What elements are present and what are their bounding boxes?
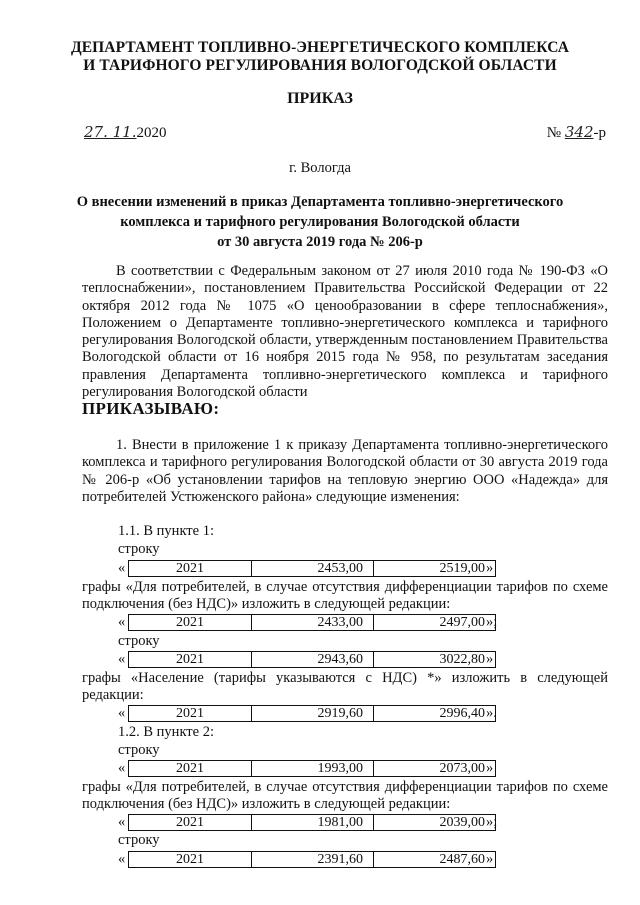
- graph-a-text: графы «Для потребителей, в случае отсутствия дифференциации тарифов по схеме подключения (без НДС)» изложить в следующей редакции:: [82, 779, 608, 813]
- tariff-table: [128, 814, 496, 831]
- order-word: ПРИКАЗЫВАЮ:: [82, 399, 220, 418]
- quote-close: »;: [486, 614, 498, 630]
- tariff-table: [128, 560, 496, 577]
- table-cell-value-2: 3022,80: [374, 652, 496, 668]
- table-cell-year: 2021: [129, 652, 252, 668]
- department-name-line-1: ДЕПАРТАМЕНТ ТОПЛИВНО-ЭНЕРГЕТИЧЕСКОГО КОМПЛЕКСА: [70, 39, 570, 56]
- tariff-table: [128, 851, 496, 868]
- date-year: 2020: [136, 125, 167, 141]
- row-label: строку: [118, 832, 160, 848]
- quote-open: «: [118, 560, 126, 576]
- graph-a-text-1: [82, 579, 608, 614]
- number-sign: №: [546, 125, 562, 141]
- table-cell-year: 2021: [129, 761, 252, 777]
- table-cell-year: 2021: [129, 615, 252, 631]
- table-row: [118, 851, 498, 868]
- row-label: строку: [118, 633, 160, 649]
- table-cell-value-1: 2433,00: [252, 615, 374, 631]
- subitem-1-2: 1.2. В пункте 2:: [118, 724, 214, 740]
- quote-open: «: [118, 814, 126, 830]
- table-cell-year: 2021: [129, 852, 252, 868]
- table-row: [118, 560, 498, 577]
- graph-a-text: графы «Для потребителей, в случае отсутствия дифференциации тарифов по схеме подключения (без НДС)» изложить в следующей редакции:: [82, 579, 608, 613]
- quote-open: «: [118, 651, 126, 667]
- table-cell-year: 2021: [129, 561, 252, 577]
- order-title: [70, 192, 570, 252]
- table-cell-value-2: 2519,00: [374, 561, 496, 577]
- quote-close: »: [486, 651, 494, 667]
- number-suffix: -р: [593, 125, 606, 141]
- quote-open: «: [118, 614, 126, 630]
- table-cell-value-1: 2391,60: [252, 852, 374, 868]
- quote-open: «: [118, 705, 126, 721]
- graph-b-text: графы «Население (тарифы указываются с НДС) *» изложить в следующей редакции:: [82, 670, 608, 704]
- table-cell-value-2: 2487,60: [374, 852, 496, 868]
- table-row: [118, 614, 508, 631]
- quote-close: »: [486, 760, 494, 776]
- table-row: [118, 760, 498, 777]
- city: г. Вологда: [289, 160, 351, 176]
- table-cell-value-1: 1981,00: [252, 815, 374, 831]
- quote-open: «: [118, 760, 126, 776]
- graph-b-paragraph: [82, 670, 608, 705]
- table-cell-value-1: 1993,00: [252, 761, 374, 777]
- title-line-1: О внесении изменений в приказ Департамента топливно-энергетического: [76, 194, 564, 210]
- order-number: [547, 123, 606, 142]
- title-line-3: от 30 августа 2019 года № 206-р: [217, 234, 423, 250]
- tariff-table: [128, 705, 496, 722]
- preamble-text: В соответствии с Федеральным законом от 27 июля 2010 года № 190-ФЗ «О теплоснабжении», постановлением Правительства Российской Федерации от 22 октября 2012 года № 1075 «О ценообразовании в сфере теплоснабжения», Положением о Департаменте топливно-энергетического комплекса и тарифного регулирования Вологодской области, утвержденным постановлением Правительства Вологодской области от 16 ноября 2015 года № 958, по результатам заседания правления Департамента топливно-энергетического комплекса и тарифного регулирования Вологодской области: [82, 263, 608, 401]
- table-cell-value-1: 2943,60: [252, 652, 374, 668]
- quote-close: ».: [486, 705, 497, 721]
- table-row: [118, 814, 508, 831]
- quote-close: »: [486, 560, 494, 576]
- table-cell-value-1: 2919,60: [252, 706, 374, 722]
- row-label: строку: [118, 742, 160, 758]
- tariff-table: [128, 760, 496, 777]
- table-row: [118, 705, 508, 722]
- quote-open: «: [118, 851, 126, 867]
- table-cell-year: 2021: [129, 706, 252, 722]
- graph-a-text-2: [82, 779, 608, 814]
- table-cell-value-2: 2996,40: [374, 706, 496, 722]
- subitem-1-1: 1.1. В пункте 1:: [118, 523, 214, 539]
- department-name-line-2: И ТАРИФНОГО РЕГУЛИРОВАНИЯ ВОЛОГОДСКОЙ ОБЛАСТИ: [83, 57, 557, 74]
- table-cell-year: 2021: [129, 815, 252, 831]
- item-1-paragraph: [82, 437, 608, 506]
- quote-close: »: [486, 851, 494, 867]
- tariff-table: [128, 651, 496, 668]
- document-type: ПРИКАЗ: [287, 90, 353, 107]
- quote-close: »;: [486, 814, 498, 830]
- title-line-2: комплекса и тарифного регулирования Вологодской области: [120, 214, 520, 230]
- row-label: строку: [118, 541, 160, 557]
- table-cell-value-2: 2497,00: [374, 615, 496, 631]
- table-cell-value-2: 2073,00: [374, 761, 496, 777]
- table-cell-value-1: 2453,00: [252, 561, 374, 577]
- order-date: [84, 123, 166, 142]
- handwritten-number: 342: [564, 123, 594, 141]
- preamble-paragraph: [82, 263, 608, 401]
- table-cell-value-2: 2039,00: [374, 815, 496, 831]
- table-row: [118, 651, 498, 668]
- item-1-text: 1. Внести в приложение 1 к приказу Департамента топливно-энергетического комплекса и тарифного регулирования Вологодской области от 30 августа 2019 года № 206-р «Об установлении тарифов на тепловую энергию ООО «Надежда» для потребителей Устюженского района» следующие изменения:: [82, 437, 608, 505]
- tariff-table: [128, 614, 496, 631]
- handwritten-date: 27. 11.: [84, 123, 137, 141]
